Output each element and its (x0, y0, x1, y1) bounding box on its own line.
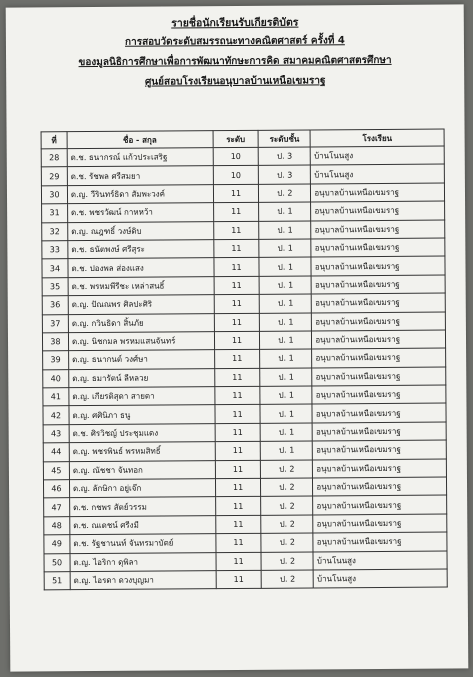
student-name: ด.ญ. พชรพินธ์ พรหมสิทธิ์ (69, 442, 215, 461)
grade-value: ป. 1 (259, 239, 311, 258)
school-name: อนุบาลบ้านเหนือเขมราฐ (312, 404, 446, 423)
student-name: ด.ช. ธนากรณ์ แก้วประเสริฐ (67, 148, 213, 167)
row-number: 46 (43, 480, 69, 499)
grade-value: ป. 2 (261, 552, 313, 571)
row-number: 32 (42, 222, 68, 241)
grade-value: ป. 2 (259, 184, 311, 203)
student-name: ด.ช. รัชพล ศรีสมยา (67, 166, 213, 185)
level-value: 10 (213, 166, 259, 185)
level-value: 11 (214, 331, 260, 350)
level-value: 11 (214, 386, 260, 405)
column-header-number: ที่ (41, 132, 67, 149)
grade-value: ป. 1 (261, 441, 313, 460)
document-title: รายชื่อนักเรียนรับเกียรติบัตร (171, 16, 299, 30)
row-number: 34 (42, 259, 68, 278)
row-number: 29 (41, 167, 67, 186)
level-value: 11 (216, 552, 262, 571)
grade-value: ป. 2 (262, 570, 314, 589)
student-name: ด.ญ. ลักษิกา อยู่เจ๊ก (69, 479, 215, 498)
level-value: 11 (214, 313, 260, 332)
grade-value: ป. 1 (260, 386, 312, 405)
student-name: ด.ญ. เกียรติสุดา สายตา (69, 387, 215, 406)
document-page (6, 4, 469, 671)
grade-value: ป. 1 (260, 404, 312, 423)
school-name: อนุบาลบ้านเหนือเขมราฐ (312, 293, 446, 312)
grade-value: ป. 2 (261, 460, 313, 479)
school-name: อนุบาลบ้านเหนือเขมราฐ (312, 312, 446, 331)
grade-value: ป. 2 (261, 478, 313, 497)
grade-value: ป. 1 (260, 294, 312, 313)
level-value: 11 (214, 258, 260, 277)
level-value: 11 (213, 221, 259, 240)
row-number: 35 (42, 277, 68, 296)
row-number: 42 (43, 406, 69, 425)
school-name: บ้านโนนสูง (310, 146, 444, 165)
grade-value: ป. 1 (260, 276, 312, 295)
school-name: อนุบาลบ้านเหนือเขมราฐ (313, 477, 447, 496)
level-value: 11 (215, 478, 261, 497)
level-value: 11 (215, 442, 261, 461)
school-name: อนุบาลบ้านเหนือเขมราฐ (311, 183, 445, 202)
student-name: ด.ญ. นิชกมล พรหมแสนจันทร์ (68, 332, 214, 351)
row-number: 39 (43, 351, 69, 370)
column-header-school: โรงเรียน (310, 129, 444, 147)
school-name: อนุบาลบ้านเหนือเขมราฐ (312, 330, 446, 349)
grade-value: ป. 1 (260, 312, 312, 331)
school-name: อนุบาลบ้านเหนือเขมราฐ (311, 220, 445, 239)
level-value: 11 (215, 423, 261, 442)
row-number: 47 (44, 498, 70, 517)
column-header-grade: ระดับชั้น (259, 130, 311, 147)
school-name: อนุบาลบ้านเหนือเขมราฐ (312, 385, 446, 404)
column-header-name: ชื่อ - สกุล (67, 131, 213, 149)
student-name: ด.ญ. ณฎฑธิ์ วงษ์ดิบ (68, 221, 214, 240)
student-name: ด.ช. พรหมพีรีชะ เหล่าสนธิ์ (68, 276, 214, 295)
school-name: อนุบาลบ้านเหนือเขมราฐ (313, 532, 447, 551)
row-number: 41 (43, 388, 69, 407)
row-number: 43 (43, 425, 69, 444)
school-name: บ้านโนนสูง (313, 569, 447, 588)
level-value: 11 (213, 184, 259, 203)
student-name: ด.ช. ศิรวิชญ์ ประชุมแดง (69, 424, 215, 443)
level-value: 11 (214, 294, 260, 313)
level-value: 11 (215, 534, 261, 553)
row-number: 50 (44, 553, 70, 572)
student-name: ด.ช. ธนัตพงษ์ ศรีสุระ (68, 240, 214, 259)
document-subtitle-center: ศูนย์สอบโรงเรียนอนุบาลบ้านเหนือเขมราฐ (144, 75, 326, 88)
school-name: อนุบาลบ้านเหนือเขมราฐ (313, 514, 447, 533)
level-value: 11 (214, 276, 260, 295)
grade-value: ป. 3 (259, 165, 311, 184)
row-number: 49 (44, 535, 70, 554)
school-name: อนุบาลบ้านเหนือเขมราฐ (312, 367, 446, 386)
student-name: ด.ช. ปองพล ส่องแสง (68, 258, 214, 277)
school-name: อนุบาลบ้านเหนือเขมราฐ (312, 348, 446, 367)
table-row (44, 569, 447, 590)
grade-value: ป. 3 (259, 147, 311, 166)
grade-value: ป. 2 (261, 496, 313, 515)
level-value: 11 (216, 570, 262, 589)
row-number: 30 (41, 185, 67, 204)
school-name: บ้านโนนสูง (313, 551, 447, 570)
row-number: 44 (43, 443, 69, 462)
row-number: 37 (42, 314, 68, 333)
student-table (41, 129, 448, 591)
row-number: 31 (42, 204, 68, 223)
student-name: ด.ญ. ปัณณพร ศิลปะศิริ (68, 295, 214, 314)
school-name: บ้านโนนสูง (311, 164, 445, 183)
document-subtitle-exam: การสอบวัดระดับสมรรถนะทางคณิตศาสตร์ ครั้งที่ 4 (124, 35, 345, 48)
level-value: 11 (215, 405, 261, 424)
school-name: อนุบาลบ้านเหนือเขมราฐ (311, 275, 445, 294)
row-number: 48 (44, 516, 70, 535)
row-number: 40 (43, 369, 69, 388)
school-name: อนุบาลบ้านเหนือเขมราฐ (312, 422, 446, 441)
level-value: 11 (214, 368, 260, 387)
school-name: อนุบาลบ้านเหนือเขมราฐ (313, 495, 447, 514)
grade-value: ป. 2 (261, 533, 313, 552)
level-value: 11 (215, 515, 261, 534)
student-name: ด.ญ. ณัชชา จันทอก (69, 460, 215, 479)
grade-value: ป. 1 (261, 423, 313, 442)
student-name: ด.ช. รัฐชานนท์ จันทรมาบัตย์ (70, 534, 216, 553)
student-name: ด.ญ. ธนากนต์ วงศ์ษา (69, 350, 215, 369)
student-name: ด.ญ. กวินธิดา สิ้นภัย (68, 313, 214, 332)
student-name: ด.ญ. วีรินทร์ธิดา สัมพะวงค์ (67, 184, 213, 203)
school-name: อนุบาลบ้านเหนือเขมราฐ (311, 201, 445, 220)
column-header-level: ระดับ (213, 130, 259, 147)
student-name: ด.ญ. ศศินิภา ธนู (69, 405, 215, 424)
student-name: ด.ญ. ธมารัตน์ ลีหลวย (69, 368, 215, 387)
level-value: 11 (213, 203, 259, 222)
level-value: 11 (215, 460, 261, 479)
document-subtitle-foundation: ของมูลนิธิการศึกษาเพื่อการพัฒนาทักษะการคิด สมาคมคณิตศาสตรศึกษา (78, 54, 392, 69)
grade-value: ป. 1 (260, 331, 312, 350)
level-value: 11 (213, 239, 259, 258)
student-name: ด.ช. พชรวัฒน์ กาหหว้า (67, 203, 213, 222)
student-name: ด.ช. กชพร สัตย์วรรม (70, 497, 216, 516)
student-name: ด.ช. ณเดชน์ ศรีงมี (70, 515, 216, 534)
row-number: 38 (42, 333, 68, 352)
row-number: 45 (43, 461, 69, 480)
school-name: อนุบาลบ้านเหนือเขมราฐ (313, 459, 447, 478)
school-name: อนุบาลบ้านเหนือเขมราฐ (313, 440, 447, 459)
grade-value: ป. 1 (260, 349, 312, 368)
row-number: 36 (42, 296, 68, 315)
row-number: 51 (44, 572, 70, 591)
school-name: อนุบาลบ้านเหนือเขมราฐ (311, 256, 445, 275)
grade-value: ป. 1 (259, 202, 311, 221)
grade-value: ป. 1 (260, 368, 312, 387)
grade-value: ป. 2 (261, 515, 313, 534)
grade-value: ป. 1 (259, 257, 311, 276)
row-number: 33 (42, 241, 68, 260)
student-name: ด.ญ. ไอริกา ดุพิลา (70, 552, 216, 571)
level-value: 11 (214, 350, 260, 369)
level-value: 11 (215, 497, 261, 516)
row-number: 28 (41, 149, 67, 168)
grade-value: ป. 1 (259, 221, 311, 240)
level-value: 10 (213, 147, 259, 166)
school-name: อนุบาลบ้านเหนือเขมราฐ (311, 238, 445, 257)
student-name: ด.ญ. ไอรดา ดวงบุญมา (70, 571, 216, 590)
